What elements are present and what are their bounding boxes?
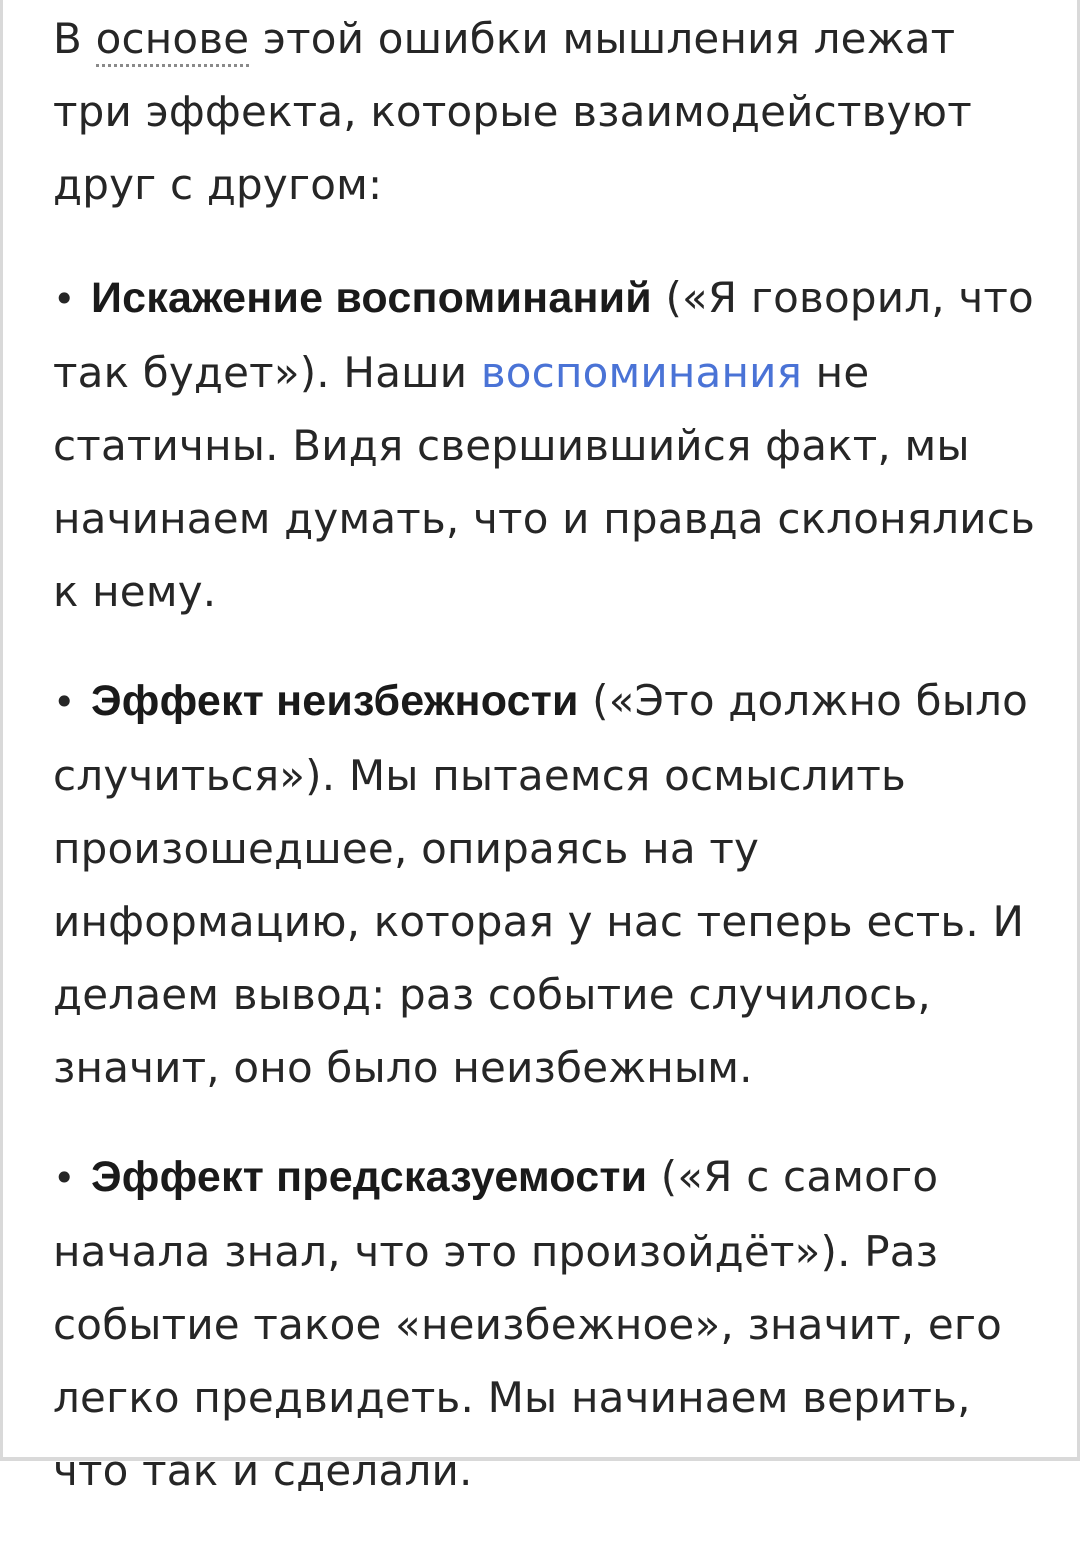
memories-link[interactable]: воспоминания bbox=[480, 348, 803, 397]
list-item bbox=[53, 1140, 1043, 1507]
list-item-text: («Я говорил, что так будет»). Наши bbox=[53, 273, 1034, 397]
list-item-term: Эффект неизбежности bbox=[91, 677, 579, 725]
bullet: • bbox=[53, 680, 76, 724]
list-item bbox=[53, 664, 1043, 1104]
intro-text-before: В bbox=[53, 14, 96, 63]
dotted-term[interactable]: основе bbox=[96, 14, 250, 67]
intro-text-after: этой ошибки мышления лежат три эффекта, которые взаимодействуют друг с другом: bbox=[53, 14, 972, 209]
list-item bbox=[53, 261, 1043, 628]
list-item-term: Эффект предсказуемости bbox=[91, 1153, 648, 1201]
bullet: • bbox=[53, 1156, 76, 1200]
list-item-text: («Это должно было случиться»). Мы пытаемся осмыслить произошедшее, опираясь на ту информацию, которая у нас теперь есть. И делаем вывод: раз событие случилось, значит, оно было неизбежным. bbox=[53, 676, 1029, 1092]
article-body bbox=[53, 2, 1043, 1543]
effects-list bbox=[53, 261, 1043, 1507]
bullet: • bbox=[53, 277, 76, 321]
intro-paragraph bbox=[53, 2, 1043, 221]
list-item-text: не статичны. Видя свершившийся факт, мы начинаем думать, что и правда склонялись к нему. bbox=[53, 348, 1036, 616]
list-item-text: («Я с самого начала знал, что это произойдёт»). Раз событие такое «неизбежное», значит, его легко предвидеть. Мы начинаем верить, что так и сделали. bbox=[53, 1152, 1003, 1495]
list-item-term: Искажение воспоминаний bbox=[91, 274, 652, 322]
